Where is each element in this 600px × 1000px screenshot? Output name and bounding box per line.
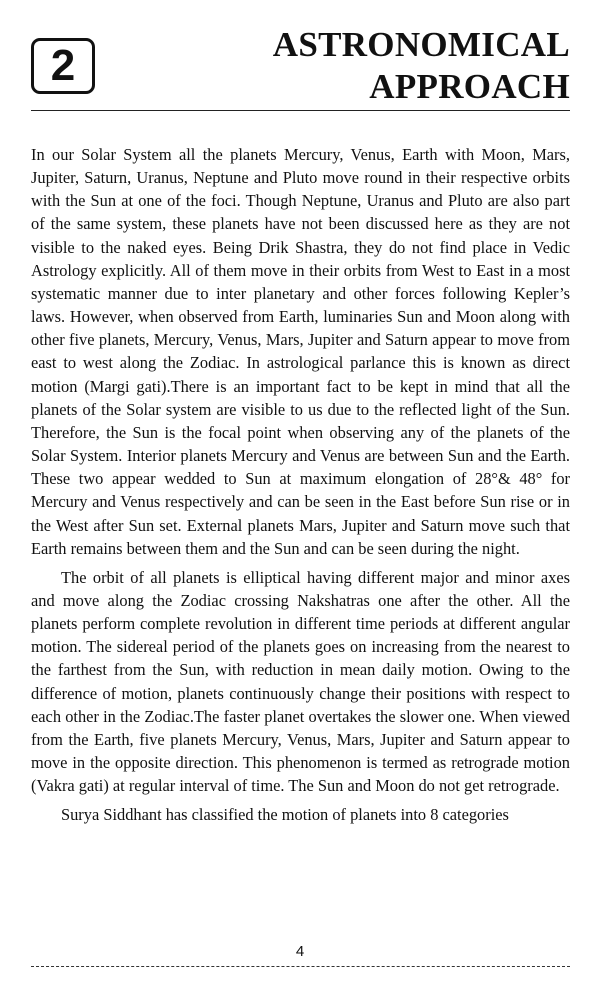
body-text [31,143,570,833]
paragraph-2: The orbit of all planets is elliptical having different major and minor axes and move along the Zodiac crossing Nakshatras one after the other. All the planets perform complete revolution in different time periods at different angular motion. The sidereal period of the planets goes on increasing from the nearest to the farthest from the Sun, with reduction in mean daily motion. Owing to the difference of motion, planets continuously change their positions with respect to each other in the Zodiac.The faster planet overtakes the slower one. When viewed from the Earth, five planets Mercury, Venus, Mars, Jupiter and Saturn appear to move in the opposite direction. This phenomenon is termed as retrograde motion (Vakra gati) at regular interval of time. The Sun and Moon do not get retrograde. [31,567,570,796]
paragraph-1: In our Solar System all the planets Mercury, Venus, Earth with Moon, Mars, Jupiter, Saturn, Uranus, Neptune and Pluto move round in their respective orbits with the Sun at one of the foci. Though Neptune, Uranus and Pluto are also part of the same system, these planets have not been discussed here as they are not visible to the naked eyes. Being Drik Shastra, they do not find place in Vedic Astrology explicitly. All of them move in their orbits from West to East in a most systematic manner due to inter planetary and other forces following Kepler’s laws. However, when observed from Earth, luminaries Sun and Moon along with other five planets, Mercury, Venus, Mars, Jupiter and Saturn appear to move from east to west along the Zodiac. In astrological parlance this is known as direct motion (Margi gati).There is an important fact to be kept in mind that all the planets of the Solar system are visible to us due to the reflected light of the Sun. Therefore, the Sun is the focal point when observing any of the planets of the Solar System. Interior planets Mercury and Venus are between Sun and the Earth. These two appear wedded to Sun at maximum elongation of 28°& 48° for Mercury and Venus respectively and can be seen in the East before Sun rise or in the West after Sun set. External planets Mars, Jupiter and Saturn move such that Earth remains between them and the Sun and can be seen during the night. [31,145,570,558]
paragraph-3: Surya Siddhant has classified the motion of planets into 8 categories [61,805,509,825]
header-divider [31,110,570,111]
chapter-number-box [31,38,95,94]
page-number: 4 [295,943,305,960]
chapter-title-line-1: ASTRONOMICAL [272,25,570,64]
chapter-title-line-2: APPROACH [369,67,570,106]
chapter-number: 2 [50,41,76,90]
footer-divider [31,966,570,967]
chapter-title [273,24,570,108]
